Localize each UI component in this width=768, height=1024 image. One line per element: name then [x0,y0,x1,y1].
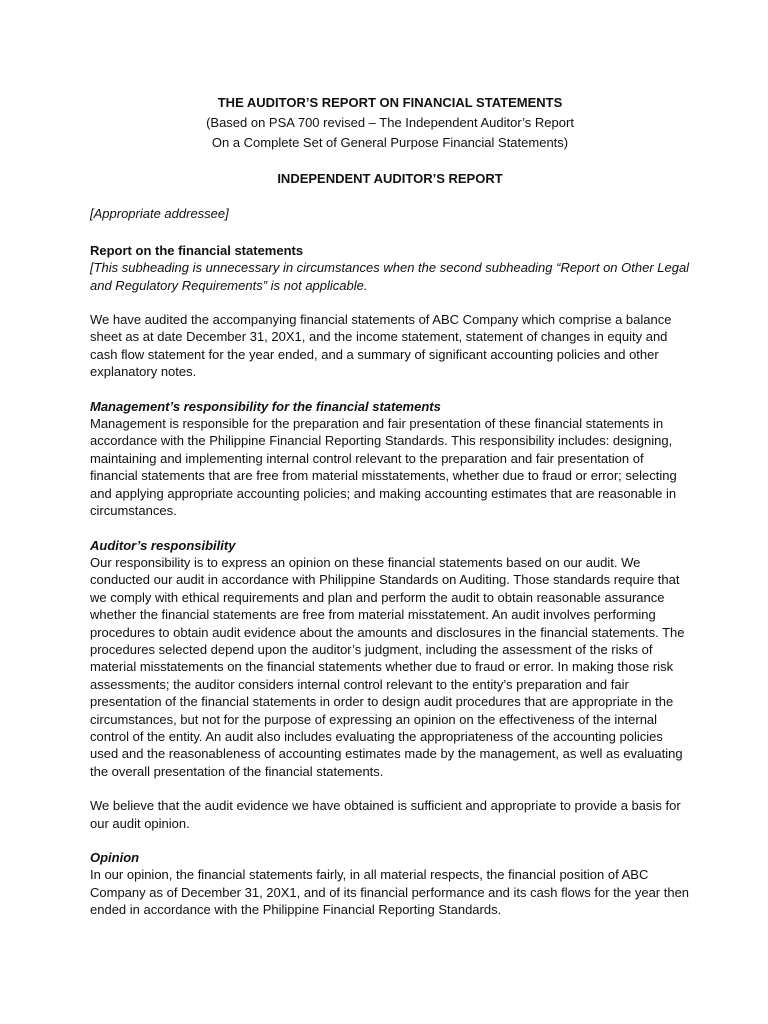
paragraph-line: accordance with the Philippine Financial Reporting Standards. This responsibility includes: designing, [90,433,673,449]
paragraph-line: used and the reasonableness of accounting estimates made by the management, as well as evaluating [90,746,683,762]
report-title: INDEPENDENT AUDITOR’S REPORT [277,171,503,186]
paragraph-line: whether the financial statements are free from material misstatement. An audit involves performing [90,607,656,623]
paragraph-line: our audit opinion. [90,815,190,831]
paragraph-line: procedures selected depend upon the auditor’s judgment, including the assessment of the risks of [90,641,653,657]
paragraph-line: maintaining and implementing internal control relevant to the preparation and fair presentation of [90,450,644,466]
document-subtitle-line-2: On a Complete Set of General Purpose Financial Statements) [211,135,569,150]
paragraph-line: explanatory notes. [90,364,197,380]
paragraph-line: We believe that the audit evidence we have obtained is sufficient and appropriate to provide a basis for [90,798,681,814]
paragraph-line: we comply with ethical requirements and plan and perform the audit to obtain reasonable assurance [90,589,665,605]
paragraph-line: material misstatements on the financial statements whether due to fraud or error. In making those risk [90,659,674,675]
auditor-paragraph [90,554,690,780]
opinion-section-heading: Opinion [90,850,140,865]
paragraph-line: sheet as at date December 31, 20X1, and the income statement, statement of changes in equity and [90,329,668,345]
paragraph-line: We have audited the accompanying financial statements of ABC Company which comprise a balance [90,312,672,328]
belief-paragraph [90,797,690,832]
paragraph-line: the overall presentation of the financial statements. [90,763,384,779]
paragraph-line: In our opinion, the financial statements fairly, in all material respects, the financial position of ABC [90,867,649,883]
document-body [90,93,690,919]
opinion-paragraph [90,866,690,918]
paragraph-line: Company as of December 31, 20X1, and of its financial performance and its cash flows for the year then [90,884,690,900]
paragraph-line: Management is responsible for the preparation and fair presentation of these financial statements in [90,416,664,432]
report-section-note-line-2: and Regulatory Requirements” is not applicable. [90,277,368,293]
paragraph-line: circumstances. [90,503,177,519]
report-section-note-line-1: [This subheading is unnecessary in circumstances when the second subheading “Report on Other Legal [90,260,690,276]
title-block [90,93,690,153]
paragraph-line: financial statements that are free from material misstatements, whether due to fraud or error; selecting [90,468,677,484]
intro-paragraph [90,311,690,381]
paragraph-line: and applying appropriate accounting policies; and making accounting estimates that are reasonable in [90,485,677,501]
paragraph-line: Our responsibility is to express an opinion on these financial statements based on our audit. We [90,554,641,570]
report-section-heading: Report on the financial statements [90,242,304,258]
paragraph-line: control of the entity. An audit also includes evaluating the appropriateness of the accounting policies [90,728,663,744]
paragraph-line: procedures to obtain audit evidence about the amounts and disclosures in the financial statements. The [90,624,685,640]
paragraph-line: ended in accordance with the Philippine Financial Reporting Standards. [90,902,502,918]
document-title: THE AUDITOR’S REPORT ON FINANCIAL STATEMENTS [217,95,563,110]
paragraph-line: assessments; the auditor considers internal control relevant to the entity’s preparation and fair [90,676,629,692]
paragraph-line: cash flow statement for the year ended, and a summary of significant accounting policies and other [90,346,659,362]
addressee: [Appropriate addressee] [90,206,229,222]
document-subtitle-line-1: (Based on PSA 700 revised – The Independent Auditor’s Report [206,115,574,130]
management-paragraph [90,415,690,519]
auditor-section-heading: Auditor’s responsibility [90,537,236,553]
paragraph-line: conducted our audit in accordance with Philippine Standards on Auditing. Those standards require that [90,572,680,588]
paragraph-line: circumstances, but not for the purpose of expressing an opinion on the effectiveness of the internal [90,711,658,727]
management-section-heading: Management’s responsibility for the financial statements [90,398,441,414]
paragraph-line: presentation of the financial statements in order to design audit procedures that are appropriate in the [90,694,674,710]
